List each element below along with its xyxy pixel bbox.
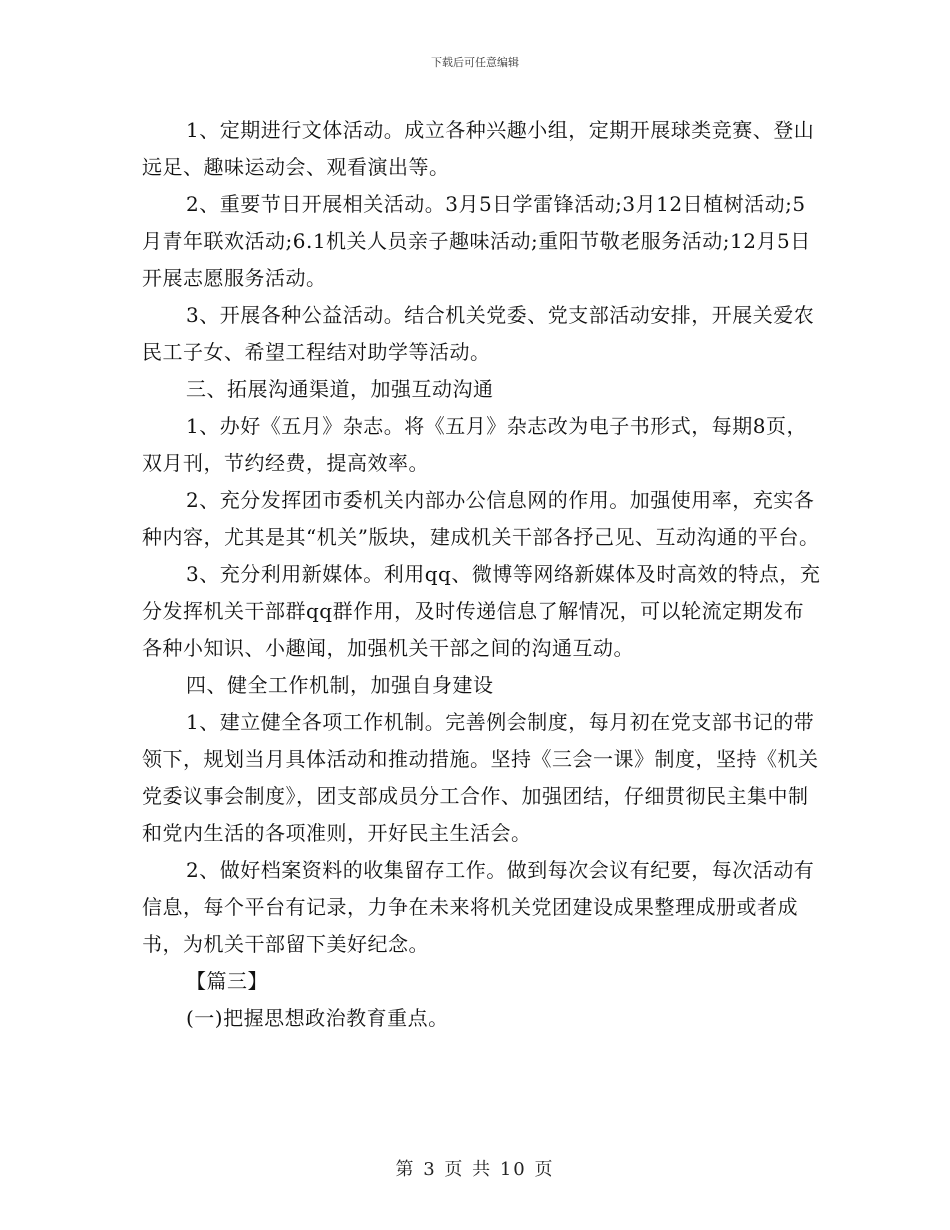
part-title: 【篇三】 xyxy=(186,969,268,993)
paragraph-activity-1: 1、定期进行文体活动。成立各种兴趣小组，定期开展球类竞赛、登山远足、趣味运动会、观看演出等。 xyxy=(142,118,815,179)
page-number-footer: 第 3 页 共 10 页 xyxy=(395,1159,555,1180)
paragraph-communication-2: 2、充分发挥团市委机关内部办公信息网的作用。加强使用率，充实各种内容，尤其是其“机关”版块，建成机关干部各抒己见、互动沟通的平台。 xyxy=(142,488,820,549)
subsection-heading-1: (一)把握思想政治教育重点。 xyxy=(186,1006,449,1030)
page-header: 下载后可任意编辑 xyxy=(431,56,519,69)
section-heading-4: 四、健全工作机制，加强自身建设 xyxy=(186,673,494,697)
paragraph-mechanism-2: 2、做好档案资料的收集留存工作。做到每次会议有纪要，每次活动有信息，每个平台有记录，力争在未来将机关党团建设成果整理成册或者成书，为机关干部留下美好纪念。 xyxy=(142,858,815,956)
document-body xyxy=(142,112,822,1037)
paragraph-communication-1: 1、办好《五月》杂志。将《五月》杂志改为电子书形式，每期8页，双月刊，节约经费，提高效率。 xyxy=(142,414,807,475)
paragraph-activity-2: 2、重要节日开展相关活动。3月5日学雷锋活动;3月12日植树活动;5月青年联欢活动;6.1机关人员亲子趣味活动;重阳节敬老服务活动;12月5日开展志愿服务活动。 xyxy=(142,192,811,290)
paragraph-activity-3: 3、开展各种公益活动。结合机关党委、党支部活动安排，开展关爱农民工子女、希望工程结对助学等活动。 xyxy=(142,303,815,364)
paragraph-mechanism-1: 1、建立健全各项工作机制。完善例会制度，每月初在党支部书记的带领下，规划当月具体活动和推动措施。坚持《三会一课》制度，坚持《机关党委议事会制度》，团支部成员分工合作、加强团结，仔细贯彻民主集中制和党内生活的各项准则，开好民主生活会。 xyxy=(142,710,819,845)
section-heading-3: 三、拓展沟通渠道，加强互动沟通 xyxy=(186,377,494,401)
paragraph-communication-3: 3、充分利用新媒体。利用qq、微博等网络新媒体及时高效的特点，充分发挥机关干部群qq群作用，及时传递信息了解情况，可以轮流定期发布各种小知识、小趣闻，加强机关干部之间的沟通互动。 xyxy=(142,562,821,660)
